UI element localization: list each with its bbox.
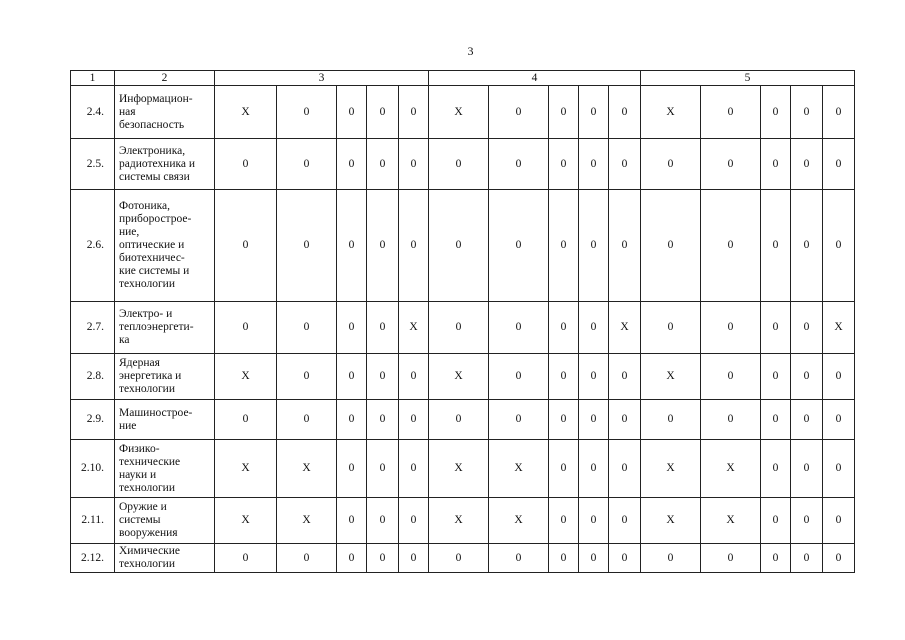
- table-cell: 0: [367, 440, 399, 498]
- table-cell: 0: [641, 139, 701, 190]
- row-label: [115, 498, 215, 544]
- table-cell: 0: [609, 400, 641, 440]
- table-cell: 0: [215, 139, 277, 190]
- row-label-line: технические: [119, 455, 181, 468]
- table-cell: 0: [277, 86, 337, 139]
- row-label-line: ная: [119, 105, 136, 118]
- table-row: [71, 302, 855, 354]
- table-cell: 0: [429, 190, 489, 302]
- table-cell: X: [489, 440, 549, 498]
- row-number: 2.9.: [71, 400, 115, 440]
- table-cell: 0: [399, 139, 429, 190]
- table-cell: X: [609, 302, 641, 354]
- table-cell: 0: [215, 302, 277, 354]
- table-cell: 0: [823, 86, 855, 139]
- row-label: [115, 544, 215, 573]
- table-cell: 0: [549, 86, 579, 139]
- table-cell: 0: [701, 139, 761, 190]
- row-label-line: Электро- и: [119, 308, 173, 320]
- row-label-line: Фотоника,: [119, 200, 171, 212]
- table-cell: 0: [761, 544, 791, 573]
- table-cell: 0: [791, 400, 823, 440]
- table-cell: 0: [337, 190, 367, 302]
- row-label-line: ка: [119, 334, 130, 346]
- row-label-line: технологии: [119, 481, 175, 494]
- table-cell: 0: [609, 498, 641, 544]
- table-cell: X: [215, 86, 277, 139]
- table-cell: 0: [701, 190, 761, 302]
- table-row: [71, 400, 855, 440]
- row-label-line: оптические и: [119, 239, 185, 251]
- table-cell: 0: [367, 139, 399, 190]
- data-table: [70, 70, 855, 573]
- table-cell: 0: [579, 302, 609, 354]
- table-cell: 0: [367, 354, 399, 400]
- row-label-line: технологии: [119, 383, 175, 395]
- table-cell: 0: [791, 498, 823, 544]
- table-cell: 0: [277, 354, 337, 400]
- row-label: [115, 302, 215, 354]
- table-cell: 0: [549, 139, 579, 190]
- table-row: [71, 498, 855, 544]
- table-cell: X: [429, 86, 489, 139]
- row-label-line: Информацион-: [119, 92, 193, 105]
- table-cell: 0: [215, 190, 277, 302]
- table-cell: 0: [823, 190, 855, 302]
- table-cell: 0: [761, 86, 791, 139]
- table-cell: X: [215, 440, 277, 498]
- table-cell: 0: [489, 190, 549, 302]
- row-number: 2.6.: [71, 190, 115, 302]
- header-col-3: 3: [215, 71, 429, 86]
- table-cell: 0: [277, 544, 337, 573]
- table-cell: 0: [579, 86, 609, 139]
- table-cell: 0: [641, 544, 701, 573]
- row-label-line: системы связи: [119, 170, 190, 183]
- row-label: [115, 86, 215, 139]
- row-label-line: Ядерная: [119, 357, 160, 369]
- header-col-2: 2: [115, 71, 215, 86]
- table-cell: X: [277, 498, 337, 544]
- table-cell: 0: [337, 354, 367, 400]
- table-cell: X: [641, 498, 701, 544]
- row-label-line: технологии: [119, 278, 175, 290]
- table-cell: 0: [367, 302, 399, 354]
- row-label-line: Физико-: [119, 442, 160, 455]
- table-cell: 0: [549, 354, 579, 400]
- table-cell: 0: [761, 400, 791, 440]
- table-row: [71, 86, 855, 139]
- table-cell: 0: [761, 190, 791, 302]
- row-label-line: биотехничес-: [119, 252, 185, 264]
- table-cell: 0: [609, 440, 641, 498]
- table-row: [71, 354, 855, 400]
- table-cell: 0: [579, 139, 609, 190]
- row-number: 2.11.: [71, 498, 115, 544]
- row-label-line: кие системы и: [119, 265, 190, 277]
- table-cell: X: [701, 440, 761, 498]
- row-number: 2.7.: [71, 302, 115, 354]
- row-label: [115, 400, 215, 440]
- table-row: [71, 190, 855, 302]
- table-cell: X: [701, 498, 761, 544]
- table-cell: 0: [641, 190, 701, 302]
- table-cell: 0: [549, 440, 579, 498]
- table-cell: 0: [277, 139, 337, 190]
- table-cell: 0: [823, 498, 855, 544]
- table-cell: 0: [549, 302, 579, 354]
- row-number: 2.5.: [71, 139, 115, 190]
- row-label-line: приборострое-: [119, 213, 192, 225]
- row-number: 2.8.: [71, 354, 115, 400]
- table-cell: 0: [489, 354, 549, 400]
- table-cell: 0: [337, 544, 367, 573]
- table-cell: 0: [579, 400, 609, 440]
- table-cell: 0: [761, 440, 791, 498]
- table-cell: 0: [215, 400, 277, 440]
- table-cell: X: [489, 498, 549, 544]
- table-cell: X: [641, 440, 701, 498]
- table-row: [71, 139, 855, 190]
- row-label-line: технологии: [119, 558, 175, 570]
- table-cell: 0: [823, 544, 855, 573]
- table-cell: X: [641, 86, 701, 139]
- table-cell: 0: [791, 190, 823, 302]
- table-cell: X: [399, 302, 429, 354]
- table-cell: 0: [337, 400, 367, 440]
- table-cell: 0: [367, 86, 399, 139]
- table-cell: 0: [367, 400, 399, 440]
- table-cell: 0: [701, 354, 761, 400]
- table-cell: 0: [579, 544, 609, 573]
- table-cell: 0: [791, 440, 823, 498]
- table-cell: 0: [277, 190, 337, 302]
- table-cell: X: [215, 354, 277, 400]
- table-cell: X: [429, 498, 489, 544]
- row-label-line: вооружения: [119, 527, 178, 539]
- table-cell: 0: [609, 544, 641, 573]
- table-cell: 0: [337, 440, 367, 498]
- table-cell: 0: [277, 302, 337, 354]
- table-cell: 0: [429, 400, 489, 440]
- table-cell: 0: [549, 400, 579, 440]
- table-cell: 0: [579, 190, 609, 302]
- row-label-line: науки и: [119, 468, 157, 481]
- table-cell: 0: [701, 544, 761, 573]
- row-label-line: Оружие и: [119, 501, 167, 513]
- table-cell: 0: [791, 544, 823, 573]
- row-number: 2.12.: [71, 544, 115, 573]
- table-row: [71, 544, 855, 573]
- header-col-4: 4: [429, 71, 641, 86]
- table-cell: X: [641, 354, 701, 400]
- row-label-line: теплоэнергети-: [119, 321, 194, 333]
- row-label-line: радиотехника и: [119, 157, 196, 170]
- table-cell: 0: [215, 544, 277, 573]
- header-col-5: 5: [641, 71, 855, 86]
- row-label: [115, 139, 215, 190]
- table-cell: 0: [823, 139, 855, 190]
- table-cell: 0: [579, 498, 609, 544]
- table-cell: 0: [489, 139, 549, 190]
- table-cell: 0: [791, 354, 823, 400]
- row-label-line: безопасность: [119, 118, 185, 131]
- table-cell: 0: [609, 86, 641, 139]
- table-cell: 0: [367, 190, 399, 302]
- table-cell: X: [429, 440, 489, 498]
- table-cell: 0: [579, 440, 609, 498]
- table-cell: 0: [701, 400, 761, 440]
- table-cell: 0: [337, 139, 367, 190]
- table-cell: 0: [489, 544, 549, 573]
- table-cell: 0: [367, 544, 399, 573]
- table-cell: 0: [429, 544, 489, 573]
- row-label: [115, 190, 215, 302]
- row-label-line: энергетика и: [119, 370, 182, 382]
- table-cell: 0: [761, 139, 791, 190]
- table-cell: 0: [823, 400, 855, 440]
- table-cell: 0: [609, 190, 641, 302]
- table-cell: 0: [399, 86, 429, 139]
- table-cell: 0: [429, 139, 489, 190]
- row-number: 2.10.: [71, 440, 115, 498]
- table-cell: X: [429, 354, 489, 400]
- table-cell: 0: [579, 354, 609, 400]
- table-cell: 0: [549, 190, 579, 302]
- row-label-line: ние,: [119, 226, 140, 238]
- table-cell: 0: [429, 302, 489, 354]
- header-col-1: 1: [71, 71, 115, 86]
- page-number: 3: [467, 44, 474, 58]
- table-row: [71, 440, 855, 498]
- table-cell: 0: [641, 400, 701, 440]
- table-cell: 0: [701, 86, 761, 139]
- table-cell: 0: [337, 302, 367, 354]
- table-cell: 0: [337, 498, 367, 544]
- row-label: [115, 440, 215, 498]
- row-label: [115, 354, 215, 400]
- row-label-line: ние: [119, 419, 137, 432]
- table-cell: 0: [791, 86, 823, 139]
- row-label-line: Электроника,: [119, 144, 186, 157]
- table-cell: X: [215, 498, 277, 544]
- table-cell: 0: [761, 498, 791, 544]
- row-label-line: Химические: [119, 545, 181, 557]
- table-cell: 0: [791, 139, 823, 190]
- row-number: 2.4.: [71, 86, 115, 139]
- table-cell: 0: [823, 354, 855, 400]
- table-cell: 0: [823, 440, 855, 498]
- table-cell: 0: [277, 400, 337, 440]
- table-cell: 0: [609, 139, 641, 190]
- table-cell: 0: [609, 354, 641, 400]
- table-cell: 0: [549, 544, 579, 573]
- table-cell: X: [823, 302, 855, 354]
- table-cell: X: [277, 440, 337, 498]
- row-label-line: системы: [119, 514, 161, 526]
- table-cell: 0: [337, 86, 367, 139]
- table-header-row: [71, 71, 855, 86]
- table-cell: 0: [399, 440, 429, 498]
- table-cell: 0: [549, 498, 579, 544]
- table-cell: 0: [791, 302, 823, 354]
- row-label-line: Машинострое-: [119, 406, 193, 419]
- table-cell: 0: [489, 400, 549, 440]
- table-cell: 0: [399, 498, 429, 544]
- table-cell: 0: [701, 302, 761, 354]
- table-cell: 0: [399, 354, 429, 400]
- table-cell: 0: [489, 86, 549, 139]
- table-cell: 0: [761, 354, 791, 400]
- table-cell: 0: [489, 302, 549, 354]
- table-cell: 0: [367, 498, 399, 544]
- table-cell: 0: [641, 302, 701, 354]
- table-cell: 0: [399, 400, 429, 440]
- table-cell: 0: [761, 302, 791, 354]
- table-cell: 0: [399, 544, 429, 573]
- table-cell: 0: [399, 190, 429, 302]
